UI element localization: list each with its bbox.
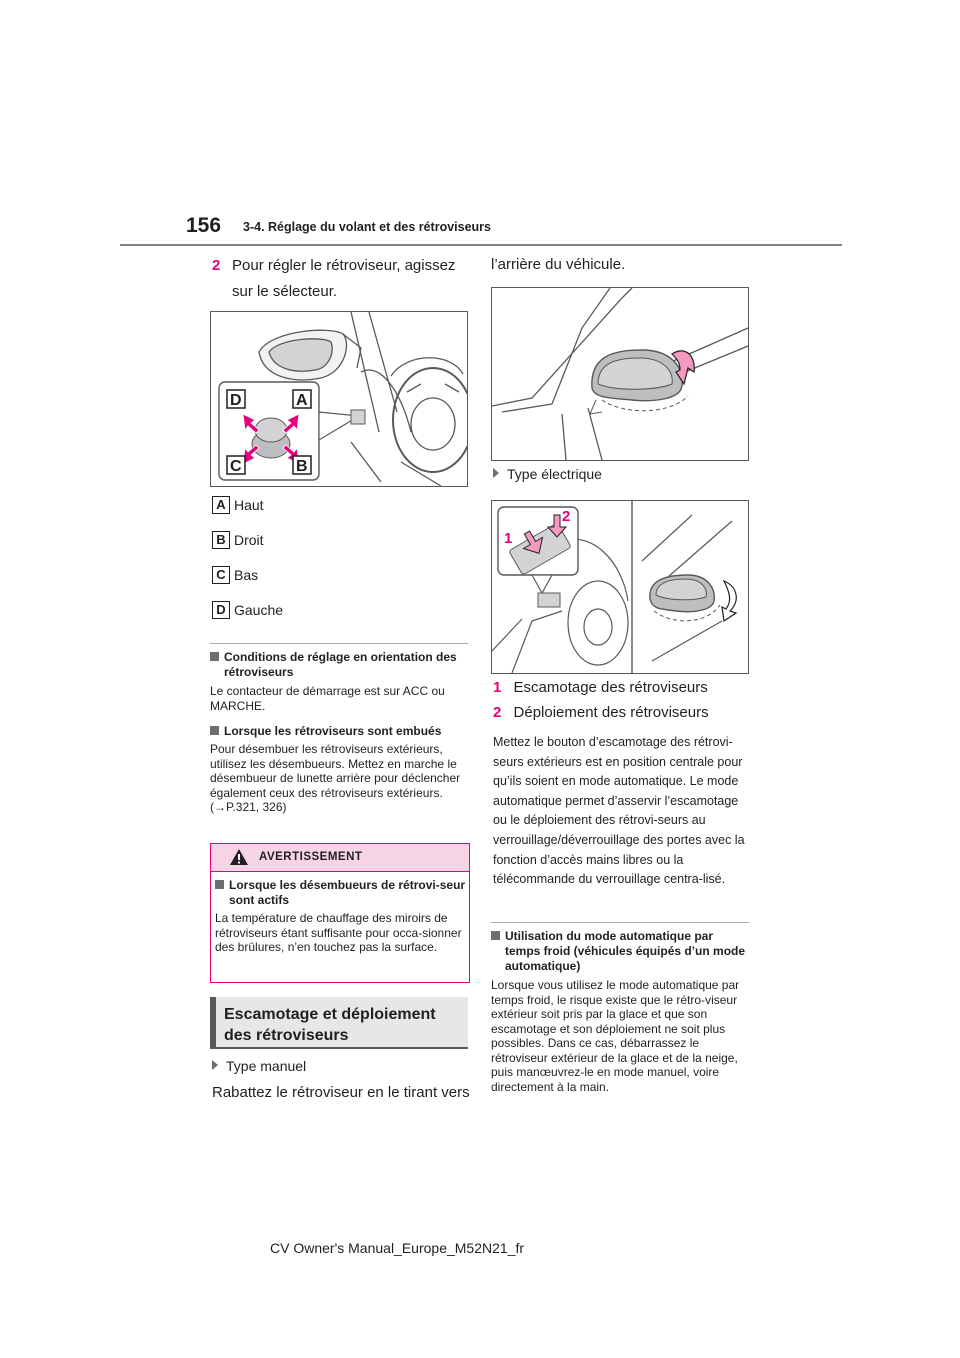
legend-letter: D — [212, 601, 230, 619]
warning-box — [210, 843, 470, 983]
electric-type-bullet: Type électrique — [493, 465, 602, 483]
notes-divider — [210, 643, 468, 644]
cold-weather-note-title: Utilisation du mode automatique par temps froid (véhicules équipés d’un mode automatique) — [491, 929, 749, 974]
figure-label-1: 1 — [504, 530, 513, 547]
note-square-icon — [210, 652, 219, 661]
figure-label-d: D — [230, 392, 242, 409]
bullet-triangle-icon — [212, 1060, 218, 1070]
electric-fold-figure — [491, 500, 749, 674]
step-number: 2 — [212, 257, 221, 274]
legend-label: Haut — [234, 497, 264, 513]
figure-label-c: C — [230, 458, 242, 475]
item-label: Escamotage des rétroviseurs — [513, 679, 708, 696]
page-number: 156 — [186, 214, 222, 237]
manual-text-start: Rabattez le rétroviseur en le tirant vers — [212, 1084, 470, 1101]
figure-label-b: B — [296, 458, 308, 475]
legend-item-c — [212, 566, 392, 586]
legend-item-a — [212, 496, 392, 516]
section-heading-box — [210, 997, 468, 1049]
right-notes-divider — [491, 922, 749, 923]
note-square-icon — [491, 931, 500, 940]
item-number: 1 — [493, 679, 502, 696]
note-1-body: Le contacteur de démarrage est sur ACC ou MARCHE. — [210, 684, 445, 713]
warning-item-title: Lorsque les désembueurs de rétrovi-seur sont actifs — [215, 878, 469, 908]
warning-title: AVERTISSEMENT — [259, 851, 363, 863]
bullet-triangle-icon — [493, 468, 499, 478]
section-heading: Escamotage et déploiement des rétroviseurs — [224, 1006, 436, 1044]
manual-type-bullet: Type manuel — [212, 1057, 306, 1075]
legend-item-b — [212, 531, 392, 551]
legend-letter: B — [212, 531, 230, 549]
note-2-body: Pour désembuer les rétroviseurs extérieurs, utilisez les désembueurs. Mettez en marche le désembueur de lunette arrière pour déclencher également ceux des rétroviseurs extérieurs. (→P.321, 326) — [210, 742, 461, 814]
mirror-adjust-figure — [210, 311, 468, 487]
item-number: 2 — [493, 704, 502, 721]
item-label: Déploiement des rétroviseurs — [513, 704, 709, 721]
legend-label: Droit — [234, 532, 264, 548]
note-square-icon — [210, 726, 219, 735]
step-text: Pour régler le rétroviseur, agissez sur le sélecteur. — [232, 257, 456, 300]
legend-label: Bas — [234, 567, 259, 583]
note-1-title: Conditions de réglage en orientation des rétroviseurs — [210, 650, 468, 680]
legend-letter: A — [212, 496, 230, 514]
manual-fold-illustration — [492, 288, 748, 460]
manual-fold-figure — [491, 287, 749, 461]
warning-triangle-icon — [229, 848, 249, 866]
electric-fold-illustration — [492, 501, 748, 673]
warning-item-body: La température de chauffage des miroirs de rétroviseurs étant suffisante pour occa-sionner des brûlures, n’en touchez pas la surface. — [215, 911, 462, 954]
figure-label-2: 2 — [562, 508, 571, 525]
note-2-title: Lorsque les rétroviseurs sont embués — [210, 724, 468, 739]
figure-label-a: A — [296, 392, 308, 409]
step-2 — [212, 253, 462, 305]
item-1 — [493, 678, 751, 698]
legend-label: Gauche — [234, 602, 284, 618]
note-square-icon — [215, 880, 224, 889]
header-rule — [120, 244, 842, 246]
manual-text-end: l’arrière du véhicule. — [491, 256, 626, 273]
legend-letter: C — [212, 566, 230, 584]
legend-item-d — [212, 601, 392, 621]
footer-text: CV Owner's Manual_Europe_M52N21_fr — [270, 1240, 525, 1256]
item-2 — [493, 703, 751, 723]
cold-weather-note-body: Lorsque vous utilisez le mode automatique par temps froid, le risque existe que le rétro-viseur extérieur soit pris par la glace et que son escamotage et son déploiement ne soit plus possibles. Dans ce cas, débarrassez le rétroviseur extérieur de la glace et de la neige, puis manœuvrez-le en mode manuel, voire directement à la main. — [491, 978, 740, 1094]
section-title: 3-4. Réglage du volant et des rétroviseurs — [243, 220, 491, 234]
mirror-adjust-illustration — [211, 312, 467, 486]
warning-header — [211, 844, 469, 872]
auto-mode-paragraph: Mettez le bouton d’escamotage des rétrovi-seurs extérieurs est en position centrale pour qu’ils soient en mode automatique. Le mode automatique permet d’asservir l’escamotage ou le déploiement des rétrovi-seurs au verrouillage/déverrouillage des portes avec la fonction d’accès mains libres ou la télécommande du verrouillage centra-lisé. — [493, 735, 745, 887]
